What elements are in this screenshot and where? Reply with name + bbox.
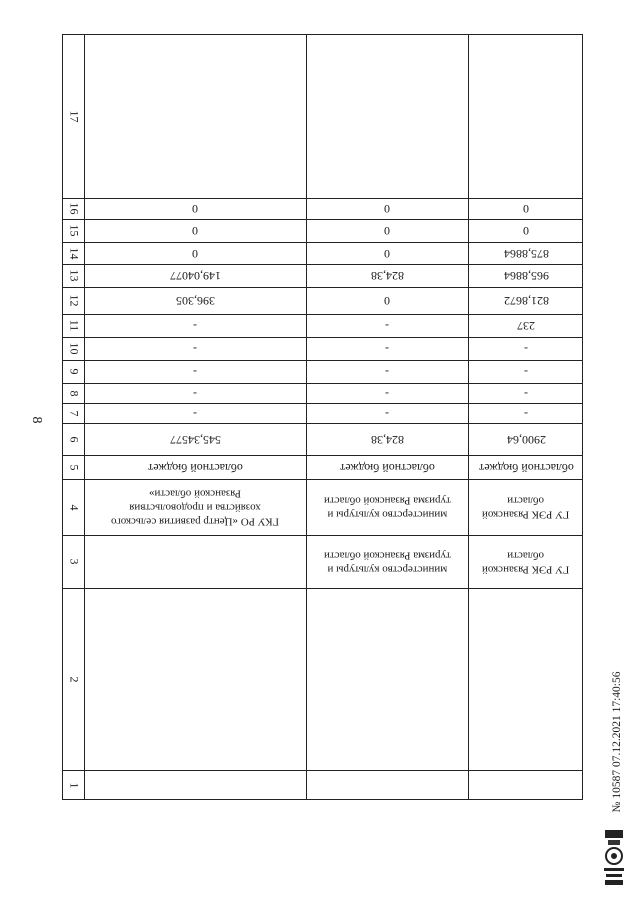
table-cell bbox=[84, 242, 306, 264]
cell-value: 821,8672 bbox=[503, 294, 549, 308]
cell-value: ГУ РЭК Рязанской области bbox=[482, 549, 570, 576]
column-number: 16 bbox=[67, 202, 81, 215]
table-cell bbox=[468, 360, 584, 383]
column-number-cell bbox=[63, 264, 84, 287]
cell-value: - bbox=[385, 319, 389, 333]
table-cell bbox=[84, 455, 306, 479]
table-cell bbox=[306, 403, 468, 423]
table-cell bbox=[84, 314, 306, 337]
document-footer bbox=[600, 600, 630, 895]
cell-value: 2900,64 bbox=[506, 432, 546, 447]
column-number: 7 bbox=[67, 410, 81, 416]
registration-stamp: № 10587 07.12.2021 17:40:56 bbox=[611, 671, 623, 813]
cell-value: - bbox=[385, 365, 389, 379]
column-number-cell bbox=[63, 770, 84, 801]
official-seal-icon bbox=[602, 828, 626, 888]
table-cell bbox=[468, 403, 584, 423]
column-number: 1 bbox=[67, 782, 81, 789]
table-cell bbox=[306, 198, 468, 219]
column-number: 8 bbox=[67, 390, 81, 396]
cell-value: - bbox=[385, 342, 389, 356]
cell-value: - bbox=[193, 406, 197, 421]
table-cell bbox=[306, 264, 468, 287]
cell-value: 965,8864 bbox=[503, 269, 549, 283]
cell-value: 0 bbox=[523, 224, 529, 238]
column-divider bbox=[63, 770, 582, 771]
column-number-cell bbox=[63, 383, 84, 403]
table-cell bbox=[468, 242, 584, 264]
cell-value: - bbox=[524, 365, 528, 379]
table-cell bbox=[84, 337, 306, 360]
table-cell bbox=[468, 314, 584, 337]
cell-value: 0 bbox=[523, 202, 529, 216]
column-number: 17 bbox=[67, 110, 81, 123]
data-table bbox=[62, 34, 583, 800]
table-cell bbox=[306, 360, 468, 383]
column-number-cell bbox=[63, 360, 84, 383]
cell-value: 875,8864 bbox=[503, 246, 549, 261]
table-cell bbox=[468, 219, 584, 242]
table-cell bbox=[84, 360, 306, 383]
table-cell bbox=[468, 264, 584, 287]
column-number: 2 bbox=[67, 676, 81, 682]
table-cell bbox=[306, 287, 468, 314]
cell-value: областной бюджет bbox=[478, 460, 574, 475]
column-number: 3 bbox=[67, 558, 81, 565]
column-number: 14 bbox=[67, 247, 81, 259]
table-cell bbox=[468, 383, 584, 403]
cell-value: 396,305 bbox=[175, 294, 215, 308]
column-number-cell bbox=[63, 588, 84, 770]
page-number: 8 bbox=[29, 416, 44, 424]
cell-value: областной бюджет bbox=[147, 460, 243, 475]
table-cell bbox=[468, 423, 584, 455]
column-number-cell bbox=[63, 242, 84, 264]
cell-value: 824,38 bbox=[370, 269, 404, 283]
cell-value: - bbox=[524, 386, 528, 401]
column-number: 10 bbox=[67, 342, 81, 355]
table-cell bbox=[306, 314, 468, 337]
table-cell bbox=[84, 287, 306, 314]
cell-value: 149,04077 bbox=[169, 269, 221, 283]
column-number-cell bbox=[63, 219, 84, 242]
table-cell bbox=[468, 535, 584, 588]
table-cell bbox=[306, 383, 468, 403]
cell-value: 237 bbox=[517, 319, 535, 333]
cell-value: 545,34577 bbox=[169, 432, 221, 447]
column-divider bbox=[63, 588, 582, 589]
cell-value: ГУ РЭК Рязанской области bbox=[482, 495, 570, 521]
column-number-cell bbox=[63, 35, 84, 198]
column-number: 12 bbox=[67, 294, 81, 307]
cell-value: - bbox=[385, 386, 389, 401]
cell-value: 0 bbox=[384, 294, 390, 308]
column-number-cell bbox=[63, 535, 84, 588]
column-number-cell bbox=[63, 337, 84, 360]
column-number-cell bbox=[63, 314, 84, 337]
cell-value: - bbox=[193, 319, 197, 333]
table-cell bbox=[84, 198, 306, 219]
table-cell bbox=[306, 455, 468, 479]
table-cell bbox=[468, 337, 584, 360]
table-cell bbox=[306, 423, 468, 455]
cell-value: - bbox=[524, 342, 528, 356]
column-number: 11 bbox=[67, 319, 81, 332]
cell-value: - bbox=[385, 406, 389, 421]
table-cell bbox=[468, 287, 584, 314]
table-cell bbox=[84, 403, 306, 423]
column-number-cell bbox=[63, 455, 84, 479]
cell-value: - bbox=[193, 342, 197, 356]
column-number-cell bbox=[63, 479, 84, 535]
cell-value: 0 bbox=[384, 224, 390, 238]
table-cell bbox=[84, 219, 306, 242]
column-number-cell bbox=[63, 423, 84, 455]
table-cell bbox=[306, 479, 468, 535]
table-cell bbox=[468, 479, 584, 535]
table-cell bbox=[84, 264, 306, 287]
table-cell bbox=[468, 455, 584, 479]
table-cell bbox=[306, 535, 468, 588]
table-cell bbox=[468, 198, 584, 219]
cell-value: областной бюджет bbox=[339, 460, 435, 475]
table-cell bbox=[306, 219, 468, 242]
cell-value: ГКУ РО «Центр развития сельского хозяйства и продовольствия Рязанской области» bbox=[111, 488, 279, 528]
column-number-cell bbox=[63, 198, 84, 219]
cell-value: - bbox=[193, 386, 197, 401]
table-cell bbox=[84, 383, 306, 403]
column-number: 9 bbox=[67, 368, 81, 375]
table-cell bbox=[306, 242, 468, 264]
cell-value: 0 bbox=[192, 246, 198, 261]
column-number: 13 bbox=[67, 269, 81, 282]
column-number: 5 bbox=[67, 464, 81, 470]
cell-value: - bbox=[524, 406, 528, 421]
column-number: 15 bbox=[67, 224, 81, 237]
column-number-cell bbox=[63, 403, 84, 423]
table-cell bbox=[84, 535, 306, 588]
cell-value: 0 bbox=[192, 202, 198, 216]
cell-value: министерство культуры и туризма Рязанской области bbox=[323, 549, 451, 576]
column-number: 4 bbox=[67, 504, 81, 510]
table-cell bbox=[84, 479, 306, 535]
cell-value: 0 bbox=[384, 202, 390, 216]
column-number-cell bbox=[63, 287, 84, 314]
table-cell bbox=[84, 423, 306, 455]
cell-value: 0 bbox=[192, 224, 198, 238]
table-cell bbox=[306, 337, 468, 360]
cell-value: - bbox=[193, 365, 197, 379]
cell-value: 824,38 bbox=[370, 432, 404, 447]
cell-value: министерство культуры и туризма Рязанской области bbox=[323, 495, 451, 521]
column-number: 6 bbox=[67, 436, 81, 442]
cell-value: 0 bbox=[384, 246, 390, 261]
